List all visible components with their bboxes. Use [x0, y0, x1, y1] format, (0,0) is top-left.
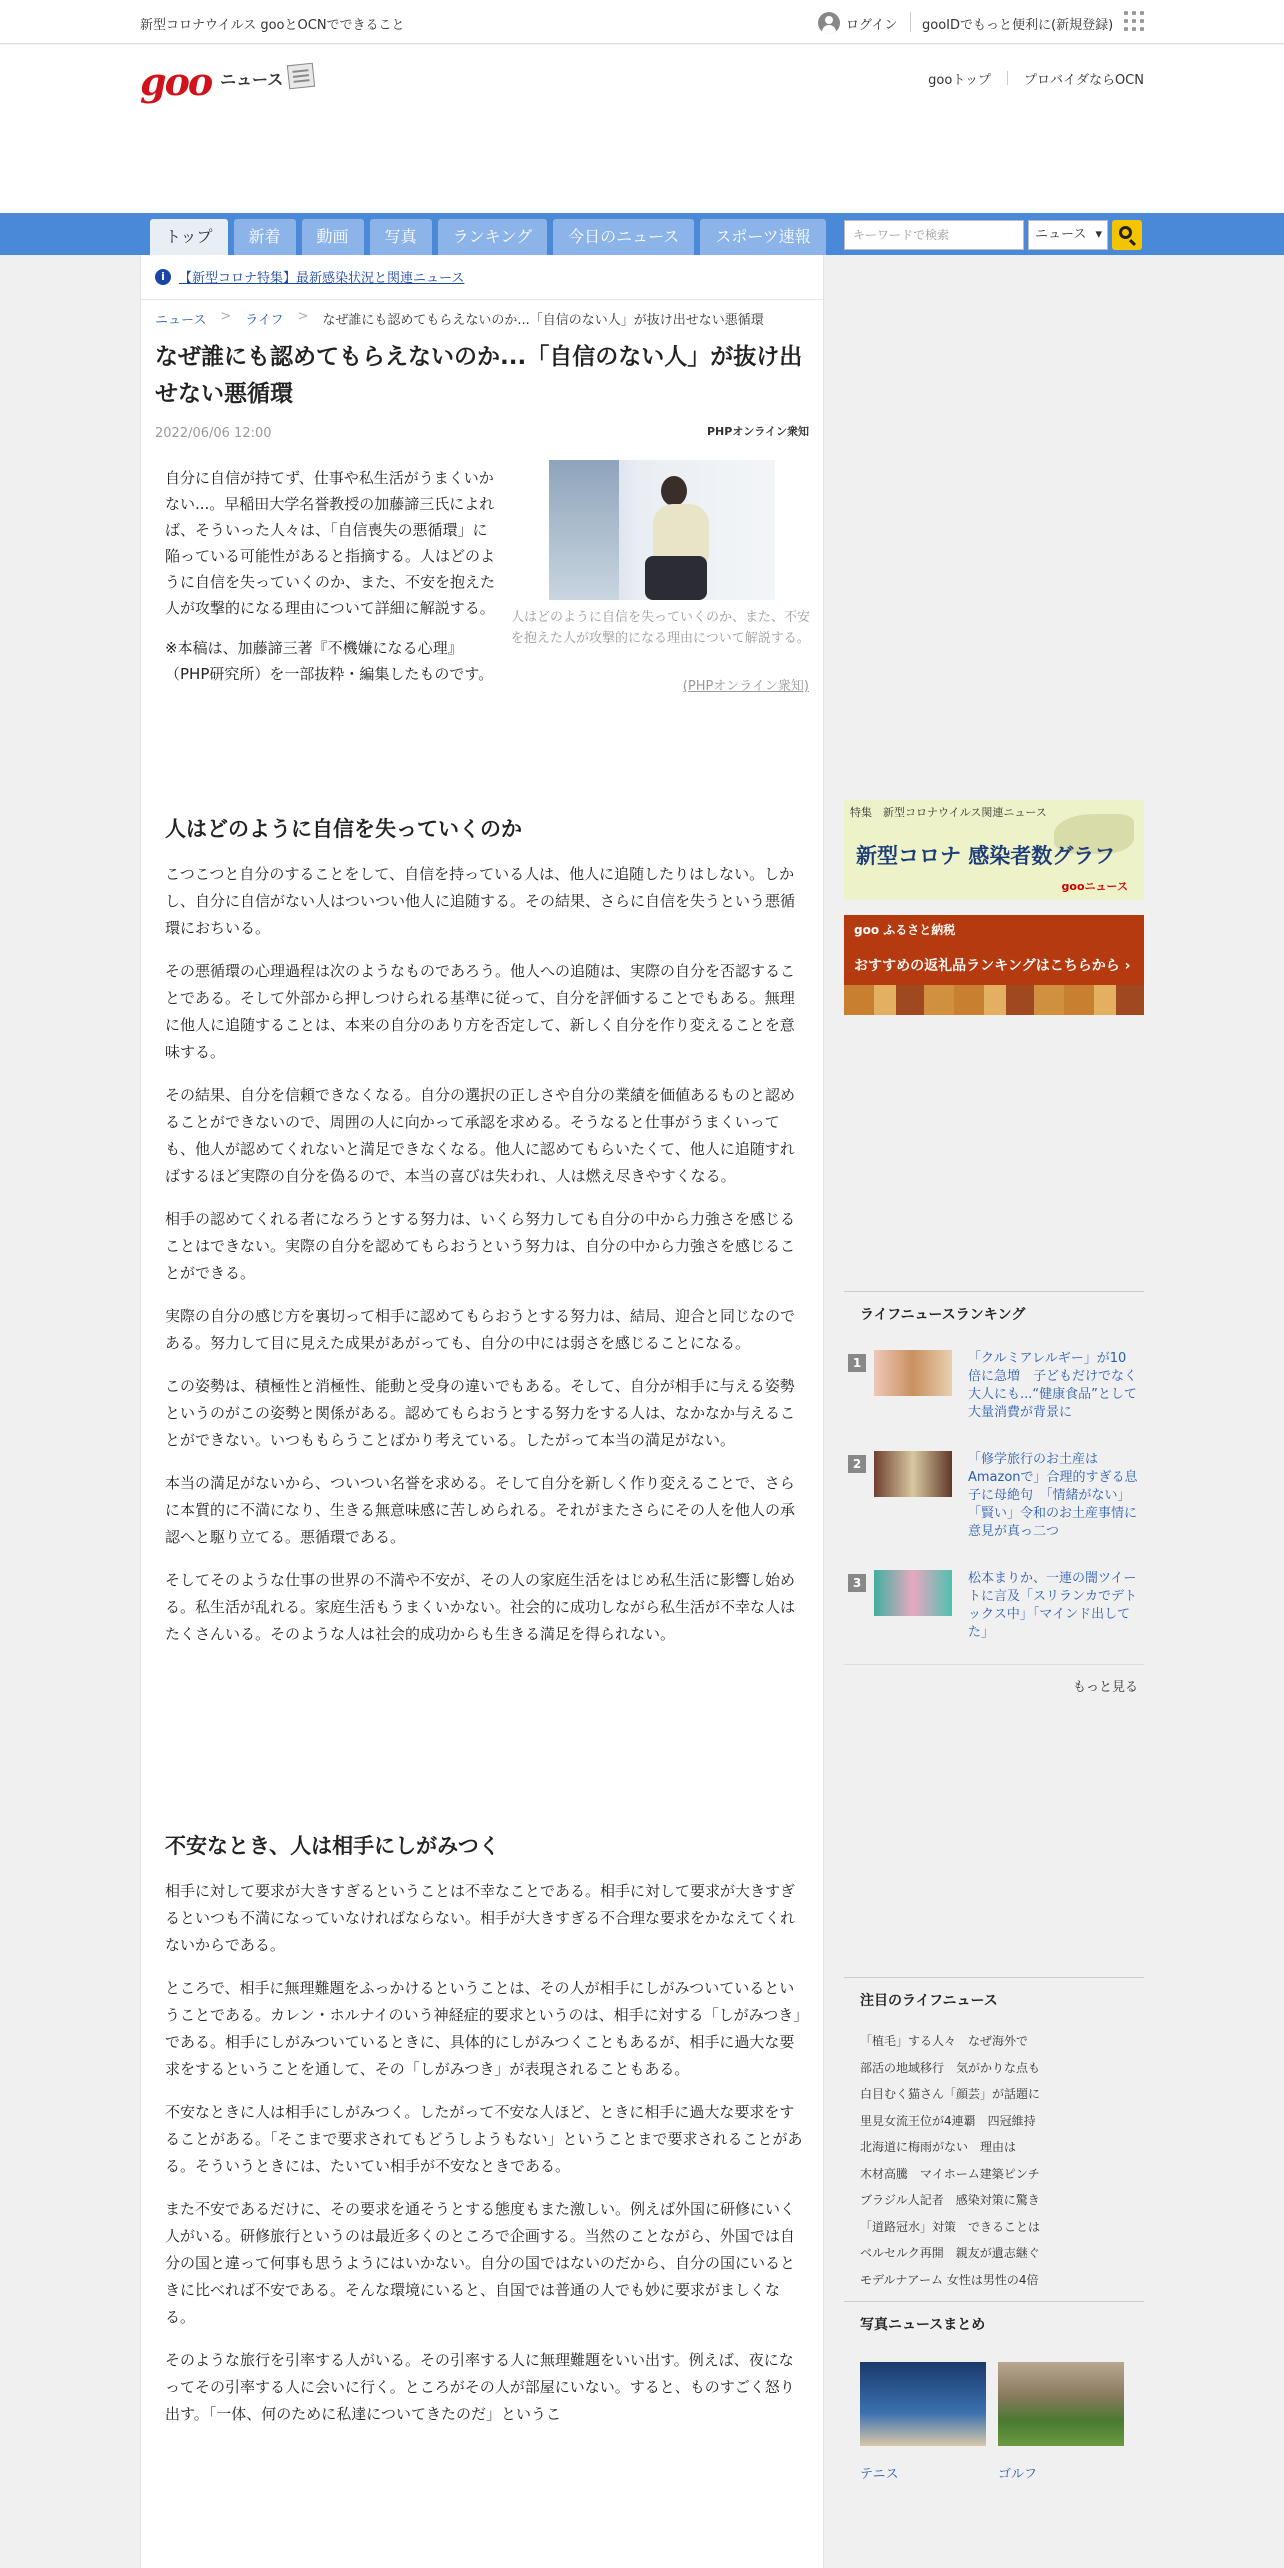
apps-grid-icon[interactable]	[1124, 11, 1144, 31]
body-paragraph: そしてそのような仕事の世界の不満や不安が、その人の家庭生活をはじめ私生活に影響し始める。私生活が乱れる。家庭生活もうまくいかない。社会的に成功しながら私生活が不幸な人はたくさんいる。そのような人は社会的成功からも生きる満足を得られない。	[165, 1571, 796, 1643]
tab-top[interactable]: トップ	[150, 219, 228, 255]
tab-new[interactable]: 新着	[234, 219, 296, 255]
chumoku-item[interactable]: 白目むく猫さん「顔芸」が話題に	[860, 2087, 1041, 2101]
chumoku-list	[860, 2028, 1144, 2293]
banner-logo: gooニュース	[1061, 880, 1128, 893]
divider	[1007, 71, 1008, 85]
body-paragraph: 実際の自分の感じ方を裏切って相手に認めてもらおうとする努力は、結局、迎合と同じなのである。努力して目に見えた成果があがっても、自分の中には弱さを感じることになる。	[165, 1307, 796, 1352]
search-form	[844, 220, 1142, 250]
rank-thumbnail	[874, 1350, 952, 1396]
photo-credit-link[interactable]: (PHPオンライン衆知)	[682, 679, 809, 694]
rank-title: 「クルミアレルギー」が10倍に急増 子どもだけでなく大人にも...“健康食品”として大量消費が背景に	[968, 1351, 1138, 1420]
ocn-link[interactable]: プロバイダならOCN	[1023, 73, 1144, 88]
notice-text: 【新型コロナ特集】最新感染状況と関連ニュース	[179, 271, 465, 286]
photo-caption: 人はどのように自信を失っていくのか、また、不安を抱えた人が攻撃的になる理由について解説する。	[511, 610, 811, 646]
tab-ranking[interactable]: ランキング	[438, 219, 548, 255]
body-paragraph: 本当の満足がないから、ついつい名誉を求める。そして自分を新しく作り変えることで、さらに本質的に不満になり、生きる無意味感に苦しめられる。それがまたさらにその人を他人の承認へと駆り立てる。悪循環である。	[165, 1474, 796, 1546]
article-title: なぜ誰にも認めてもらえないのか...「自信のない人」が抜け出せない悪循環	[155, 344, 803, 407]
body-paragraph: その悪循環の心理過程は次のようなものであろう。他人への追随は、実際の自分を否認することである。そして外部から押しつけられる基準に従って、自分を評価することでもある。無理に他人に追随することは、本来の自分のあり方を否定して、新しく自分を作り変えることを意味する。	[165, 962, 796, 1061]
search-input[interactable]: キーワードで検索	[844, 220, 1024, 250]
register-link[interactable]: gooIDでもっと便利に(新規登録)	[922, 18, 1114, 33]
furusato-banner[interactable]	[844, 915, 1144, 1015]
section-heading: 人はどのように自信を失っていくのか	[165, 817, 522, 841]
article-body	[165, 1878, 805, 2444]
food-image	[844, 985, 1144, 1015]
rank-number: 1	[848, 1354, 866, 1372]
tab-today[interactable]: 今日のニュース	[553, 219, 694, 255]
corona-graph-banner[interactable]	[844, 800, 1144, 900]
chumoku-item[interactable]: 北海道に梅雨がない 理由は	[860, 2140, 1017, 2154]
campaign-link[interactable]: 新型コロナウイルス gooとOCNでできること	[140, 18, 405, 33]
body-paragraph: その結果、自分を信頼できなくなる。自分の選択の正しさや自分の業績を価値あるものと認めることができないので、周囲の人に向かって承認を求める。そうなると仕事がうまくいっても、他人が認めてくれないと満足できなくなる。他人に認めてもらいたくて、他人に追随すればするほど実際の自分を偽るので、本当の喜びは失われ、人は燃え尽きやすくなる。	[165, 1086, 796, 1185]
photo-label[interactable]: テニス	[860, 2467, 899, 2482]
rank-thumbnail	[874, 1451, 952, 1497]
corona-notice-link[interactable]	[155, 267, 464, 286]
body-paragraph: この姿勢は、積極性と消極性、能動と受身の違いでもある。そして、自分が相手に与える姿勢というのがこの姿勢と関係がある。認めてもらおうとする努力をする人は、なかなか与えることができない。いつももらうことばかり考えている。したがって本当の満足がない。	[165, 1377, 796, 1449]
ranking-item[interactable]	[844, 1451, 1144, 1561]
breadcrumb-separator: >	[220, 309, 232, 324]
banner-title: 新型コロナ 感染者数グラフ	[856, 844, 1116, 868]
search-icon	[1119, 226, 1132, 239]
main-nav	[0, 213, 1284, 255]
login-label: ログイン	[846, 17, 898, 33]
body-paragraph: 不安なときに人は相手にしがみつく。したがって不安な人ほど、ときに相手に過大な要求をすることがある。「そこまで要求されてもどうしようもない」ということまで要求されることがある。そういうときには、たいてい相手が不安なときである。	[165, 2103, 803, 2175]
header-links	[928, 69, 1144, 88]
ranking-heading: ライフニュースランキング	[844, 1291, 1144, 1336]
article-photo[interactable]	[549, 460, 775, 600]
tab-video[interactable]: 動画	[302, 219, 364, 255]
chumoku-heading: 注目のライフニュース	[844, 1977, 1144, 2022]
article-date: 2022/06/06 12:00	[155, 426, 272, 441]
body-paragraph: こつこつと自分のすることをして、自信を持っている人は、他人に追随したりはしない。しかし、自分に自信がない人はついつい他人に追随する。その結果、さらに自信を失うという悪循環におちいる。	[165, 865, 796, 937]
article-column	[140, 255, 824, 2568]
body-paragraph: 相手の認めてくれる者になろうとする努力は、いくら努力しても自分の中から力強さを感じることはできない。実際の自分を認めてもらおうという努力は、自分の中から力強さを感じることができる。	[165, 1210, 796, 1282]
breadcrumb-news[interactable]: ニュース	[155, 313, 207, 328]
rank-thumbnail	[874, 1570, 952, 1616]
chumoku-item[interactable]: 部活の地域移行 気がかりな点も	[860, 2060, 1041, 2075]
photo-label[interactable]: ゴルフ	[998, 2467, 1038, 2482]
body-paragraph: また不安であるだけに、その要求を通そうとする態度もまた激しい。例えば外国に研修にいく人がいる。研修旅行というのは最近多くのところで企画する。当然のことながら、外国では自分の国と違って何事も思うようにはいかない。自分の国ではないのだから、自分の国にいるときに比べれば不安である。そんな環境にいると、自国では普通の人でも妙に要求がましくなる。	[165, 2200, 796, 2326]
rank-number: 3	[848, 1574, 866, 1592]
chumoku-item[interactable]: 木材高騰 マイホーム建築ピンチ	[860, 2166, 1040, 2181]
banner-label: 特集 新型コロナウイルス関連ニュース	[850, 806, 1047, 819]
newspaper-icon	[287, 63, 315, 90]
top-bar	[0, 0, 1284, 44]
ranking-item[interactable]	[844, 1350, 1144, 1460]
article-source: PHPオンライン衆知	[707, 425, 809, 438]
chumoku-item[interactable]: 「道路冠水」対策 できることは	[860, 2219, 1041, 2234]
user-icon	[818, 12, 840, 34]
banner-title: goo ふるさと納税	[854, 923, 956, 937]
info-icon: i	[155, 269, 171, 285]
goo-logo[interactable]: goo	[140, 59, 212, 104]
article-body	[165, 861, 805, 1664]
goo-top-link[interactable]: gooトップ	[928, 73, 991, 88]
breadcrumb	[155, 309, 764, 328]
breadcrumb-separator: >	[297, 309, 309, 324]
section-heading: 不安なとき、人は相手にしがみつく	[165, 1834, 500, 1858]
divider	[141, 299, 825, 300]
ranking-more-link[interactable]: もっと見る	[1072, 1680, 1138, 1695]
divider	[844, 1664, 1144, 1665]
rank-number: 2	[848, 1455, 866, 1473]
tab-sports[interactable]: スポーツ速報	[700, 219, 825, 255]
body-paragraph: そのような旅行を引率する人がいる。その引率する人に無理難題をいい出す。例えば、夜になってその引率する人に会いに行く。ところがその人が部屋にいない。すると、ものすごく怒り出す。「一体、何のために私達についてきたのだ」というこ	[165, 2351, 795, 2423]
chumoku-item[interactable]: モデルナアーム 女性は男性の4倍	[860, 2272, 1039, 2287]
breadcrumb-life[interactable]: ライフ	[245, 313, 284, 328]
site-header	[0, 45, 1284, 213]
lead-paragraph: ※本稿は、加藤諦三著『不機嫌になる心理』（PHP研究所）を一部抜粋・編集したものです。	[165, 639, 494, 683]
chumoku-item[interactable]: 「植毛」する人々 なぜ海外で	[860, 2034, 1029, 2048]
login-link[interactable]	[818, 12, 897, 34]
banner-text: おすすめの返礼品ランキングはこちらから ›	[854, 958, 1131, 974]
chumoku-item[interactable]: ベルセルク再開 親友が遺志継ぐ	[860, 2246, 1040, 2260]
rank-title: 松本まりか、一連の闇ツイートに言及「スリランカでデトックス中」「マインド出してた」	[968, 1571, 1138, 1640]
chumoku-item[interactable]: ブラジル人記者 感染対策に驚き	[860, 2193, 1040, 2207]
divider	[910, 12, 911, 32]
breadcrumb-current: なぜ誰にも認めてもらえないのか...「自信のない人」が抜け出せない悪循環	[322, 313, 764, 328]
search-scope-select[interactable]: ニュース ▾	[1028, 220, 1108, 250]
photo-news-heading: 写真ニュースまとめ	[844, 2301, 1144, 2346]
photo-thumbnail-golf[interactable]	[998, 2362, 1124, 2446]
section-title[interactable]: ニュース	[220, 70, 284, 89]
chumoku-item[interactable]: 里見女流王位が4連覇 四冠維持	[860, 2113, 1036, 2128]
search-button[interactable]	[1112, 220, 1142, 250]
lead-paragraph: 自分に自信が持てず、仕事や私生活がうまくいかない...。早稲田大学名誉教授の加藤諦三氏によれば、そういった人々は、「自信喪失の悪循環」に陥っている可能性があると指摘する。人はどのように自信を失っていくのか、また、不安を抱えた人が攻撃的になる理由について詳細に解説する。	[165, 469, 496, 617]
body-paragraph: 相手に対して要求が大きすぎるということは不幸なことである。相手に対して要求が大きすぎるといつも不満になっていなければならない。相手が大きすぎる不合理な要求をかなえてくれないからである。	[165, 1882, 796, 1954]
tab-photo[interactable]: 写真	[370, 219, 432, 255]
article-lead	[165, 465, 495, 701]
photo-thumbnail-tennis[interactable]	[860, 2362, 986, 2446]
body-paragraph: ところで、相手に無理難題をふっかけるということは、その人が相手にしがみついているということである。カレン・ホルナイのいう神経症的要求というのは、相手に対する「しがみつき」である。相手にしがみついているときに、具体的にしがみつくこともあるが、相手に過大な要求をするということを通して、その「しがみつき」が表現されることもある。	[165, 1979, 801, 2078]
rank-title: 「修学旅行のお土産はAmazonで」合理的すぎる息子に母絶句 「情緒がない」「賢い」令和のお土産事情に意見が真っ二つ	[968, 1452, 1138, 1539]
